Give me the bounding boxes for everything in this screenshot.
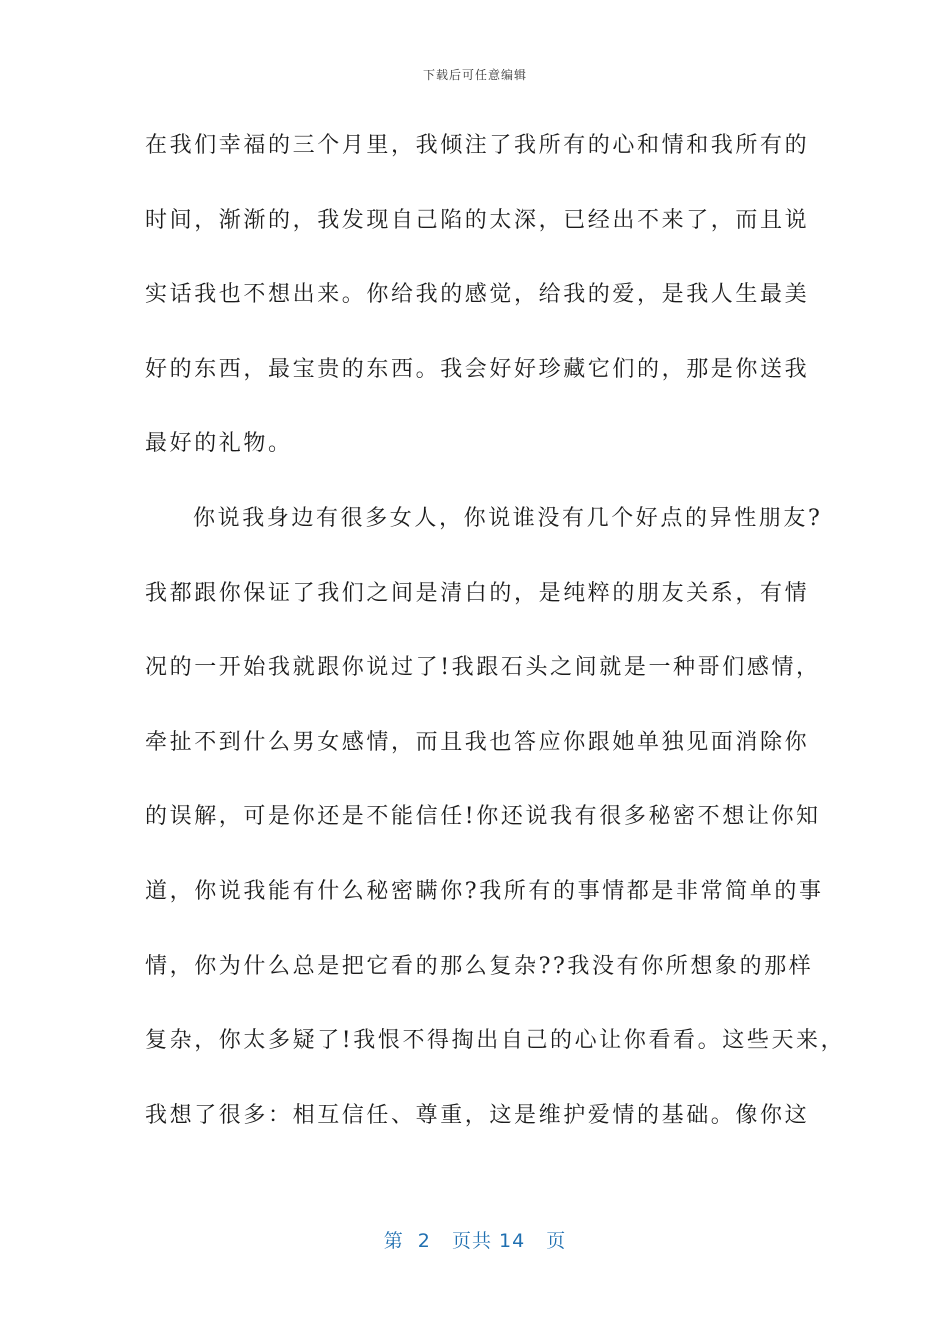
- page-header: 下载后可任意编辑: [422, 68, 527, 82]
- text-line: 的误解，可是你还是不能信任!你还说我有很多秘密不想让你知: [145, 804, 821, 830]
- text-line: 道，你说我能有什么秘密瞒你?我所有的事情都是非常简单的事: [145, 878, 824, 904]
- text-line: 最好的礼物。: [145, 431, 293, 457]
- text-line: 在我们幸福的三个月里，我倾注了我所有的心和情和我所有的: [145, 133, 810, 158]
- text-line: 牵扯不到什么男女感情，而且我也答应你跟她单独见面消除你: [145, 729, 810, 755]
- body-text: [145, 121, 846, 1165]
- text-line: 好的东西，最宝贵的东西。我会好好珍藏它们的，那是你送我: [145, 356, 810, 382]
- text-line: 实话我也不想出来。你给我的感觉，给我的爱，是我人生最美: [145, 282, 810, 308]
- text-line: 况的一开始我就跟你说过了!我跟石头之间就是一种哥们感情，: [145, 655, 821, 681]
- text-line: 复杂，你太多疑了!我恨不得掏出自己的心让你看看。这些天来，: [145, 1028, 846, 1054]
- text-line: 情，你为什么总是把它看的那么复杂??我没有你所想象的那样: [145, 953, 814, 979]
- text-line: 我都跟你保证了我们之间是清白的，是纯粹的朋友关系，有情: [145, 580, 810, 606]
- paragraph-start-line: 你说我身边有很多女人，你说谁没有几个好点的异性朋友?: [193, 505, 823, 531]
- text-line: 时间，渐渐的，我发现自己陷的太深，已经出不来了，而且说: [145, 207, 810, 233]
- page-number-footer: 第 2 页共 14 页: [383, 1230, 567, 1252]
- text-line: 我想了很多：相互信任、尊重，这是维护爱情的基础。像你这: [145, 1102, 810, 1128]
